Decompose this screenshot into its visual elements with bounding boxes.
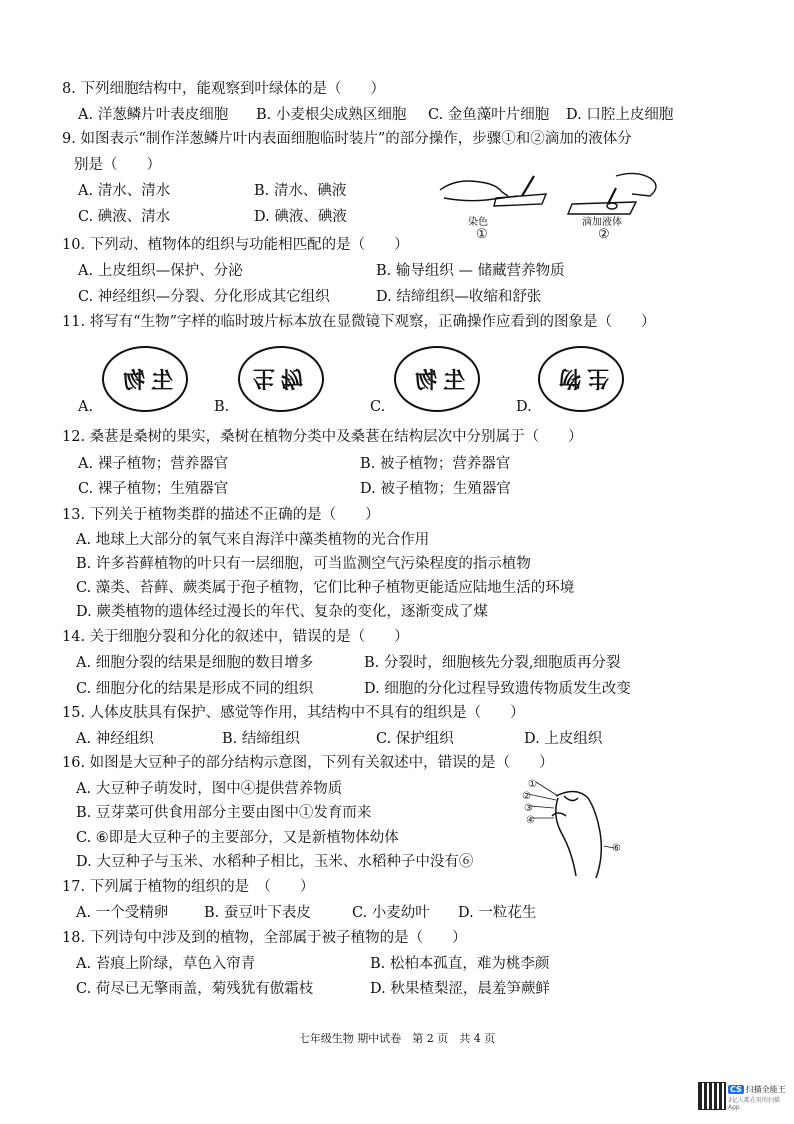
q18-option-b: B. 松柏本孤直，难为桃李颜 bbox=[370, 956, 550, 972]
q16-stem: 16. 如图是大豆种子的部分结构示意图，下列有关叙述中，错误的是（ ） bbox=[62, 755, 554, 771]
q12-option-c: C. 裸子植物；生殖器官 bbox=[78, 481, 229, 497]
q9-option-b: B. 清水、碘液 bbox=[254, 183, 347, 199]
q9-stem-line2: 别是（ ） bbox=[74, 157, 161, 173]
q16-option-d: D. 大豆种子与玉米、水稻种子相比，玉米、水稻种子中没有⑥ bbox=[76, 854, 474, 870]
q13-option-a: A. 地球上大部分的氧气来自海洋中藻类植物的光合作用 bbox=[76, 532, 430, 548]
q11-option-c: C. bbox=[370, 399, 386, 415]
q11-stem: 11. 将写有“生物”字样的临时玻片标本放在显微镜下观察，正确操作应看到的图象是（ ） bbox=[62, 314, 656, 330]
scanner-badge: CS bbox=[730, 1085, 742, 1094]
q9-stem-line1: 9. 如图表示“制作洋葱鳞片叶内表面细胞临时装片”的部分操作，步骤①和②滴加的液体分 bbox=[62, 131, 632, 147]
q10-option-b: B. 输导组织 — 储藏营养物质 bbox=[376, 263, 565, 279]
scanner-subtitle: 3亿人都在用的扫描App bbox=[728, 1097, 780, 1111]
q9-fig2-label: 滴加液体 bbox=[582, 217, 622, 228]
q18-stem: 18. 下列诗句中涉及到的植物，全部属于被子植物的是（ ） bbox=[62, 930, 467, 946]
q11-option-d: D. bbox=[516, 399, 532, 415]
q12-option-b: B. 被子植物；营养器官 bbox=[360, 456, 511, 472]
q9-dropper-2-icon bbox=[608, 188, 616, 204]
q8-option-d: D. 口腔上皮细胞 bbox=[566, 107, 674, 123]
q16-label-2: ② bbox=[522, 791, 531, 802]
q15-option-c: C. 保护组织 bbox=[376, 731, 454, 747]
q11-option-b: B. bbox=[214, 399, 230, 415]
q10-option-d: D. 结缔组织—收缩和舒张 bbox=[376, 289, 542, 305]
q18-option-a: A. 苔痕上阶绿，草色入帘青 bbox=[76, 956, 256, 972]
q9-hand-1-icon bbox=[440, 181, 508, 196]
q16-radicle-icon bbox=[556, 798, 576, 876]
q16-option-a: A. 大豆种子萌发时，图中④提供营养物质 bbox=[76, 781, 343, 797]
q11-image-a: 生物 bbox=[102, 346, 188, 412]
q8-option-a: A. 洋葱鳞片叶表皮细胞 bbox=[78, 107, 229, 123]
q16-label-4: ④ bbox=[526, 815, 535, 826]
q16-label-6: ⑥ bbox=[612, 843, 621, 854]
q9-slide-1-icon bbox=[494, 194, 546, 206]
q13-stem: 13. 下列关于植物类群的描述不正确的是（ ） bbox=[62, 507, 380, 523]
q17-stem: 17. 下列属于植物的组织的是 （ ） bbox=[62, 879, 315, 895]
q8-stem: 8. 下列细胞结构中，能观察到叶绿体的是（ ） bbox=[62, 81, 385, 97]
q15-stem: 15. 人体皮肤具有保护、感觉等作用，其结构中不具有的组织是（ ） bbox=[62, 705, 525, 721]
qr-code-icon bbox=[698, 1082, 726, 1110]
q8-option-c: C. 金鱼藻叶片细胞 bbox=[428, 107, 550, 123]
q13-option-d: D. 蕨类植物的遗体经过漫长的年代、复杂的变化，逐渐变成了煤 bbox=[76, 604, 488, 620]
q13-option-c: C. 藻类、苔藓、蕨类属于孢子植物，它们比种子植物更能适应陆地生活的环境 bbox=[76, 580, 575, 596]
q15-option-b: B. 结缔组织 bbox=[222, 731, 300, 747]
q17-option-a: A. 一个受精卵 bbox=[76, 905, 169, 921]
q9-fig1-number: ① bbox=[476, 227, 488, 242]
q16-label-1: ① bbox=[528, 779, 537, 790]
q18-option-c: C. 荷尽已无擎雨盖，菊残犹有傲霜枝 bbox=[76, 981, 314, 997]
q12-stem: 12. 桑葚是桑树的果实，桑树在植物分类中及桑葚在结构层次中分别属于（ ） bbox=[62, 429, 583, 445]
q10-option-a: A. 上皮组织—保护、分泌 bbox=[78, 263, 243, 279]
q9-fig1-label: 染色 bbox=[468, 217, 488, 228]
q9-fig2-number: ② bbox=[598, 227, 610, 242]
q9-slide-2-icon bbox=[568, 202, 636, 214]
q9-option-d: D. 碘液、碘液 bbox=[254, 209, 347, 225]
q16-option-b: B. 豆芽菜可供食用部分主要由图中①发育而来 bbox=[76, 805, 372, 821]
q15-option-d: D. 上皮组织 bbox=[524, 731, 603, 747]
q11-image-c: 生物 bbox=[394, 346, 480, 412]
q12-option-a: A. 裸子植物；营养器官 bbox=[78, 456, 229, 472]
scanner-watermark bbox=[698, 1082, 788, 1112]
q9-option-c: C. 碘液、清水 bbox=[78, 209, 171, 225]
q16-option-c: C. ⑥即是大豆种子的主要部分，又是新植物体幼体 bbox=[76, 830, 399, 846]
q9-dropper-1-icon bbox=[522, 176, 534, 196]
q11-option-a: A. bbox=[78, 399, 94, 415]
q18-option-d: D. 秋果楂梨涩，晨羞笋蕨鲜 bbox=[370, 981, 550, 997]
q13-option-b: B. 许多苔藓植物的叶只有一层细胞，可当监测空气污染程度的指示植物 bbox=[76, 556, 531, 572]
q17-option-c: C. 小麦幼叶 bbox=[352, 905, 430, 921]
q11-image-d: 生物 bbox=[538, 346, 624, 412]
q14-option-a: A. 细胞分裂的结果是细胞的数目增多 bbox=[76, 655, 314, 671]
q9-hand-2-icon bbox=[616, 173, 656, 196]
q14-option-d: D. 细胞的分化过程导致遗传物质发生改变 bbox=[364, 681, 631, 697]
q12-option-d: D. 被子植物；生殖器官 bbox=[360, 481, 511, 497]
scanner-name: 扫描全能王 bbox=[745, 1085, 786, 1094]
q16-label-3: ③ bbox=[524, 803, 533, 814]
q10-option-c: C. 神经组织—分裂、分化形成其它组织 bbox=[78, 289, 330, 305]
q14-stem: 14. 关于细胞分裂和分化的叙述中，错误的是（ ） bbox=[62, 629, 409, 645]
q10-stem: 10. 下列动、植物体的组织与功能相匹配的是（ ） bbox=[62, 237, 409, 253]
q14-option-b: B. 分裂时，细胞核先分裂,细胞质再分裂 bbox=[364, 655, 621, 671]
q14-option-c: C. 细胞分化的结果是形成不同的组织 bbox=[76, 681, 314, 697]
q9-option-a: A. 清水、清水 bbox=[78, 183, 171, 199]
q15-option-a: A. 神经组织 bbox=[76, 731, 154, 747]
q17-option-d: D. 一粒花生 bbox=[458, 905, 537, 921]
q11-image-b: 生物 bbox=[238, 346, 324, 412]
q8-option-b: B. 小麦根尖成熟区细胞 bbox=[256, 107, 407, 123]
q17-option-b: B. 蚕豆叶下表皮 bbox=[204, 905, 311, 921]
page-footer: 七年级生物 期中试卷 第 2 页 共 4 页 bbox=[298, 1032, 496, 1045]
